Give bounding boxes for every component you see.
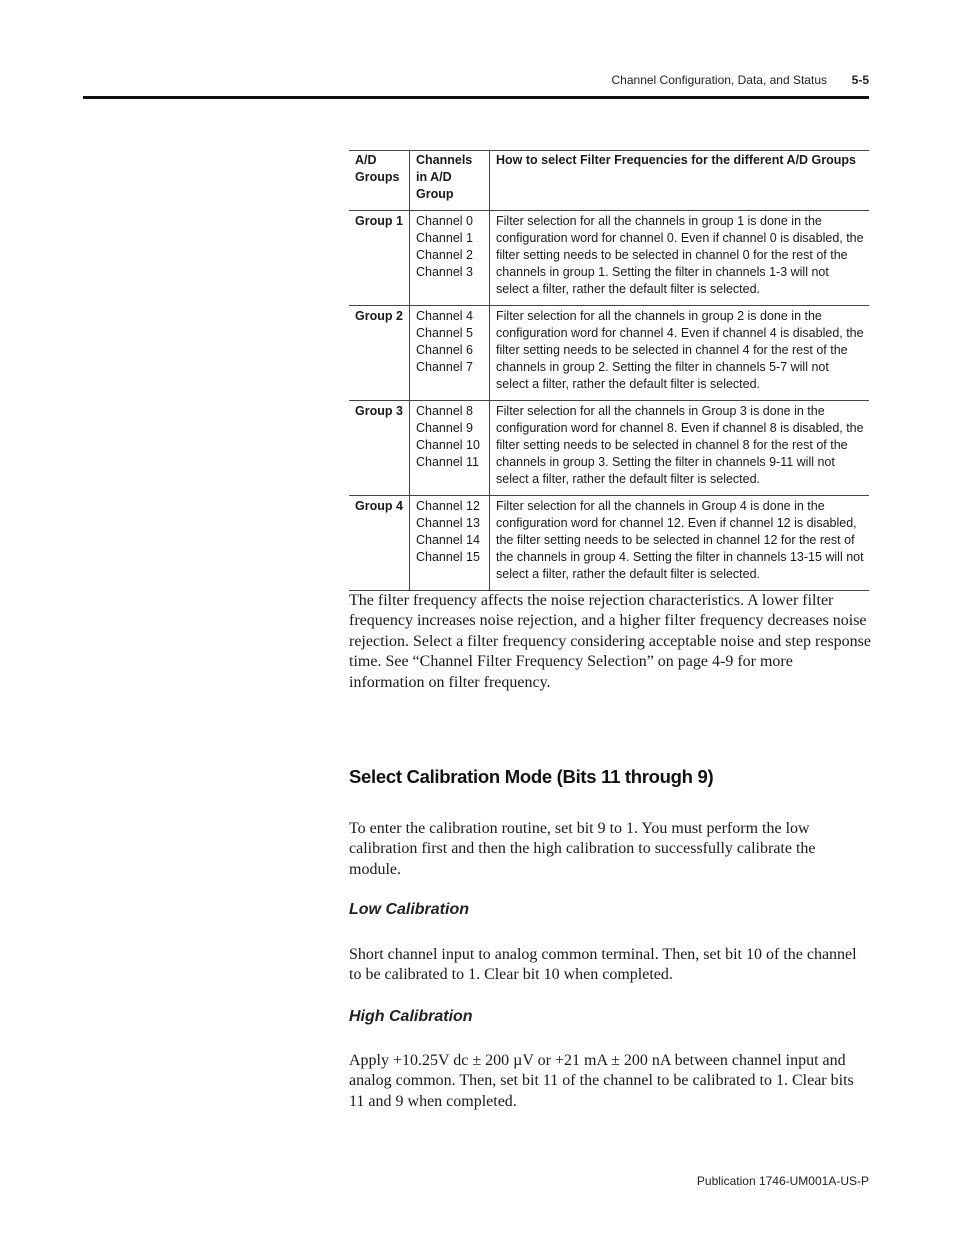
channel-label: Channel 3 — [416, 265, 473, 280]
description-cell: Filter selection for all the channels in group 2 is done in the configuration word for channel 4. Even if channel 4 is disabled, the filter setting needs to be selected in channel 4 for the rest of the channels in group 2. Setting the filter in channels 5-7 will not select a filter, rather the default filter is selected. — [490, 305, 870, 400]
group-cell: Group 1 — [349, 210, 410, 305]
group-cell: Group 2 — [349, 305, 410, 400]
channel-label: Channel 2 — [416, 248, 473, 263]
group-cell: Group 3 — [349, 400, 410, 495]
channels-cell — [410, 400, 490, 495]
table-row — [349, 210, 869, 305]
filter-frequency-paragraph: The filter frequency affects the noise rejection characteristics. A lower filter frequency increases noise rejection, and a higher filter frequency decreases noise rejection. Select a filter frequency considering acceptable noise and step response time. See “Channel Filter Frequency Selection” on page 4-9 for more information on filter frequency. — [349, 592, 871, 691]
table-row — [349, 495, 869, 590]
channel-label: Channel 10 — [416, 438, 480, 453]
channels-cell — [410, 210, 490, 305]
channels-cell — [410, 495, 490, 590]
table-row — [349, 400, 869, 495]
channel-label: Channel 0 — [416, 213, 473, 228]
channel-label: Channel 5 — [416, 325, 473, 340]
table-row — [349, 305, 869, 400]
channel-label: Channel 6 — [416, 343, 473, 358]
header-rule — [83, 96, 869, 99]
table-header-row — [349, 151, 869, 211]
channel-label: Channel 9 — [416, 420, 473, 435]
low-calibration-heading: Low Calibration — [349, 901, 469, 918]
low-calibration-paragraph: Short channel input to analog common terminal. Then, set bit 10 of the channel to be calibrated to 1. Clear bit 10 when completed. — [349, 946, 857, 984]
channel-label: Channel 13 — [416, 515, 480, 530]
description-cell: Filter selection for all the channels in Group 3 is done in the configuration word for channel 8. Even if channel 8 is disabled, the filter setting needs to be selected in channel 8 for the rest of the channels in group 3. Setting the filter in channels 9-11 will not select a filter, rather the default filter is selected. — [490, 400, 870, 495]
column-header-channels: Channels in A/D Group — [410, 151, 490, 211]
high-calibration-paragraph: Apply +10.25V dc ± 200 µV or +21 mA ± 200 nA between channel input and analog common. Then, set bit 11 of the channel to be calibrated to 1. Clear bits 11 and 9 when completed. — [349, 1052, 854, 1110]
column-header-groups: A/D Groups — [349, 151, 410, 211]
channel-label: Channel 4 — [416, 308, 473, 323]
channel-label: Channel 11 — [416, 455, 480, 470]
channel-label: Channel 14 — [416, 533, 480, 548]
section-heading: Select Calibration Mode (Bits 11 through 9) — [349, 766, 714, 787]
group-cell: Group 4 — [349, 495, 410, 590]
channel-label: Channel 15 — [416, 550, 480, 565]
channels-cell — [410, 305, 490, 400]
filter-selection-table — [349, 150, 869, 591]
calibration-intro-paragraph: To enter the calibration routine, set bit 9 to 1. You must perform the low calibration first and then the high calibration to successfully calibrate the module. — [349, 820, 816, 878]
channel-label: Channel 12 — [416, 498, 480, 513]
page-number: 5-5 — [851, 73, 869, 87]
description-cell: Filter selection for all the channels in Group 4 is done in the configuration word for channel 12. Even if channel 12 is disabled, the filter setting needs to be selected in channel 12 for the rest of the channels in group 4. Setting the filter in channels 13-15 will not select a filter, rather the default filter is selected. — [490, 495, 870, 590]
description-cell: Filter selection for all the channels in group 1 is done in the configuration word for channel 0. Even if channel 0 is disabled, the filter setting needs to be selected in channel 0 for the rest of the channels in group 1. Setting the filter in channels 1-3 will not select a filter, rather the default filter is selected. — [490, 210, 870, 305]
column-header-how-to: How to select Filter Frequencies for the different A/D Groups — [490, 151, 870, 211]
high-calibration-heading: High Calibration — [349, 1008, 473, 1025]
channel-label: Channel 1 — [416, 230, 473, 245]
channel-label: Channel 8 — [416, 403, 473, 418]
channel-label: Channel 7 — [416, 360, 473, 375]
header-title: Channel Configuration, Data, and Status — [611, 73, 827, 87]
publication-footer: Publication 1746-UM001A-US-P — [696, 1174, 869, 1188]
